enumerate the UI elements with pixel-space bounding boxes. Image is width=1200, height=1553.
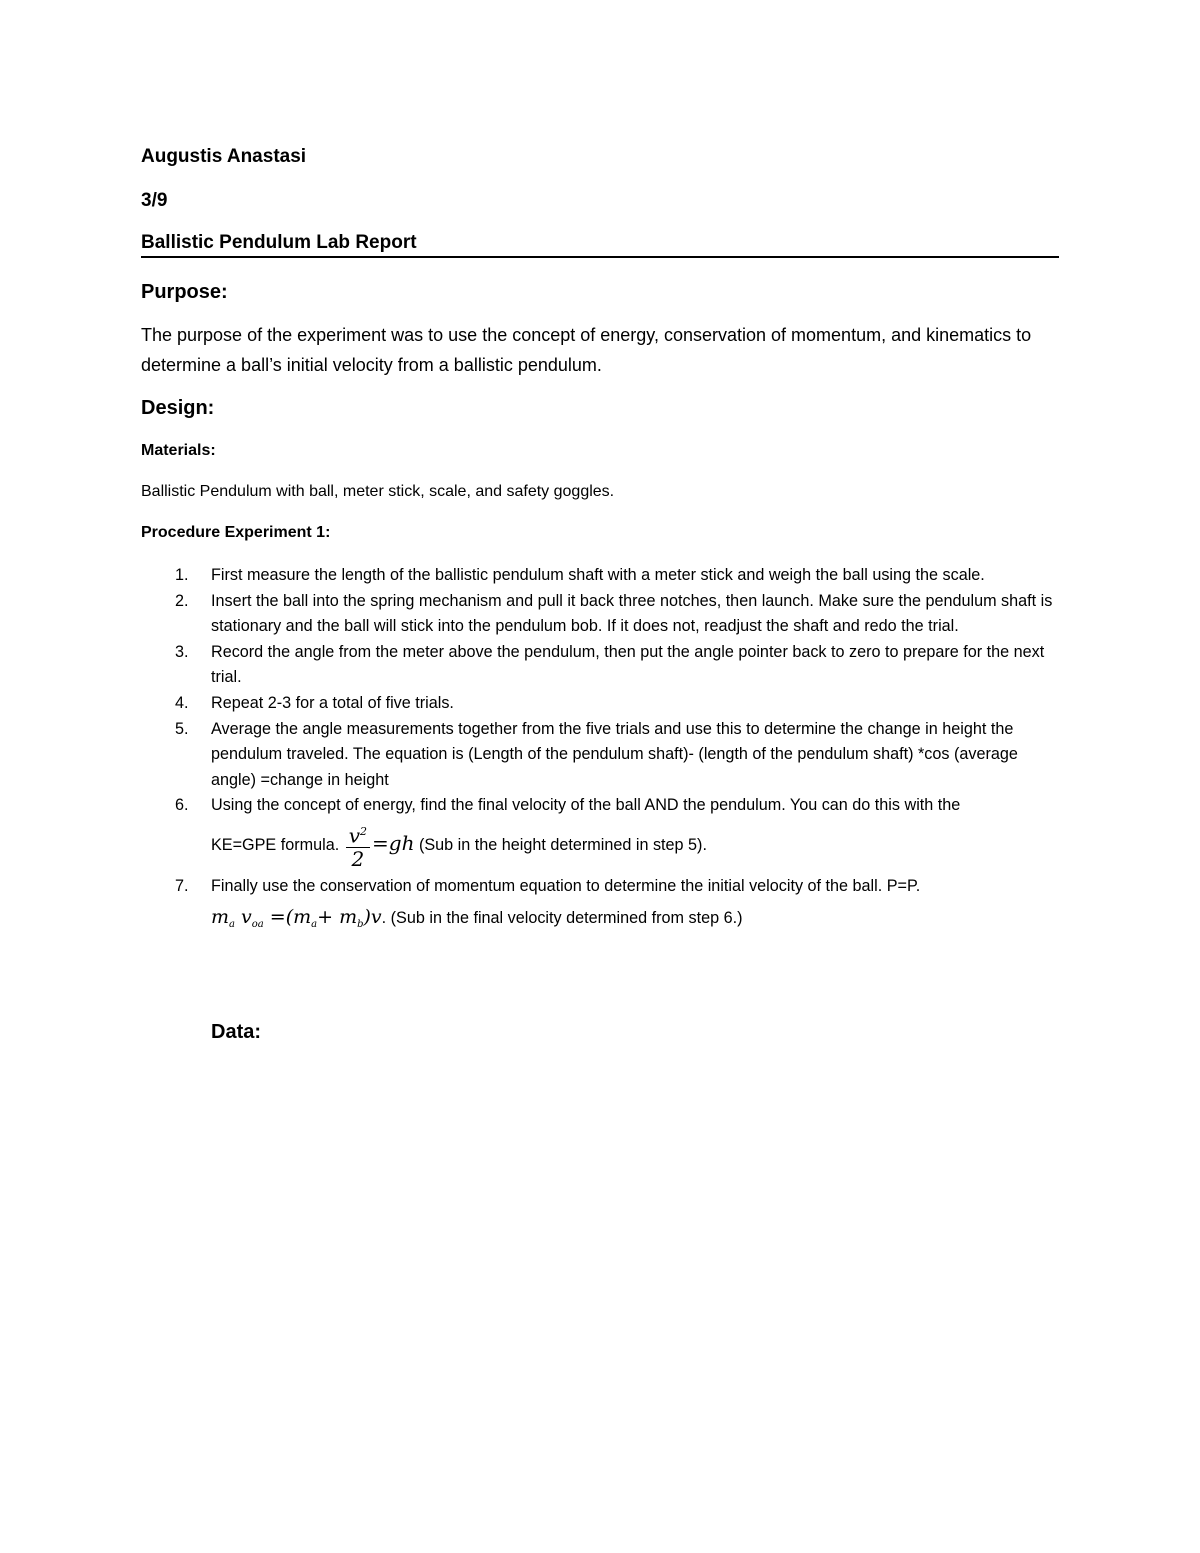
step-text: Average the angle measurements together from the five trials and use this to determine the change in height the pendulum traveled. The equation is (Length of the pendulum shaft)- (length of the pendulum shaft) *cos (average angle) =change in height [211,719,1018,789]
procedure-step [141,793,1059,870]
title-underline [141,256,1059,258]
step-text: Finally use the conservation of momentum equation to determine the initial velocity of the ball. P=P. [211,876,921,895]
data-heading: Data: [211,1021,262,1043]
step-text: Insert the ball into the spring mechanism and pull it back three notches, then launch. Make sure the pendulum shaft is stationary and the ball will stick into the pendulum bob. If it does not, readjust the shaft and redo the trial. [211,591,1053,636]
report-title: Ballistic Pendulum Lab Report [141,232,417,253]
step-number: 4. [175,693,189,712]
procedure-steps [141,563,1059,942]
procedure-step [141,589,1059,640]
step-number: 5. [175,719,189,738]
procedure-step [141,563,1059,589]
momentum-equation-line [211,900,1059,942]
step-text: . (Sub in the final velocity determined from step 6.) [381,908,743,927]
procedure-step [141,717,1059,794]
step-text: (Sub in the height determined in step 5). [418,835,707,854]
author-name: Augustis Anastasi [141,146,307,167]
step-text: First measure the length of the ballistic pendulum shaft with a meter stick and weigh the ball using the scale. [211,566,985,584]
step-number: 6. [175,796,189,815]
step-number: 2. [175,591,189,610]
step-text: Using the concept of energy, find the final velocity of the ball AND the pendulum. You can do this with the [211,796,961,815]
report-date: 3/9 [141,190,168,211]
purpose-text: The purpose of the experiment was to use the concept of energy, conservation of momentum, and kinematics to determine a ball’s initial velocity from a ballistic pendulum. [141,325,1032,375]
step-text: Record the angle from the meter above the pendulum, then put the angle pointer back to zero to prepare for the next trial. [211,642,1045,687]
energy-equation: $\frac{v^2}{2}$ [346,821,370,870]
design-heading: Design: [141,397,215,419]
procedure-step [141,874,1059,942]
momentum-equation: $m_a$ $v_{oa} =(m_a+ m_b)v$ [211,905,382,930]
step-number: 1. [175,566,189,584]
purpose-heading: Purpose: [141,281,228,303]
materials-heading: Materials: [141,442,216,459]
step-text: KE=GPE formula. [211,835,340,854]
procedure-step [141,691,1059,717]
step-text: Repeat 2-3 for a total of five trials. [211,693,454,712]
step-number: 3. [175,642,189,661]
procedure-step [141,640,1059,691]
materials-text: Ballistic Pendulum with ball, meter stick, scale, and safety goggles. [141,483,615,500]
procedure-heading: Procedure Experiment 1: [141,524,331,541]
step-number: 7. [175,876,189,895]
energy-equation-line: KE=GPE formula. $\frac{v^2}{2}$ =gh (Sub in the height determined in step 5). [211,819,1059,870]
